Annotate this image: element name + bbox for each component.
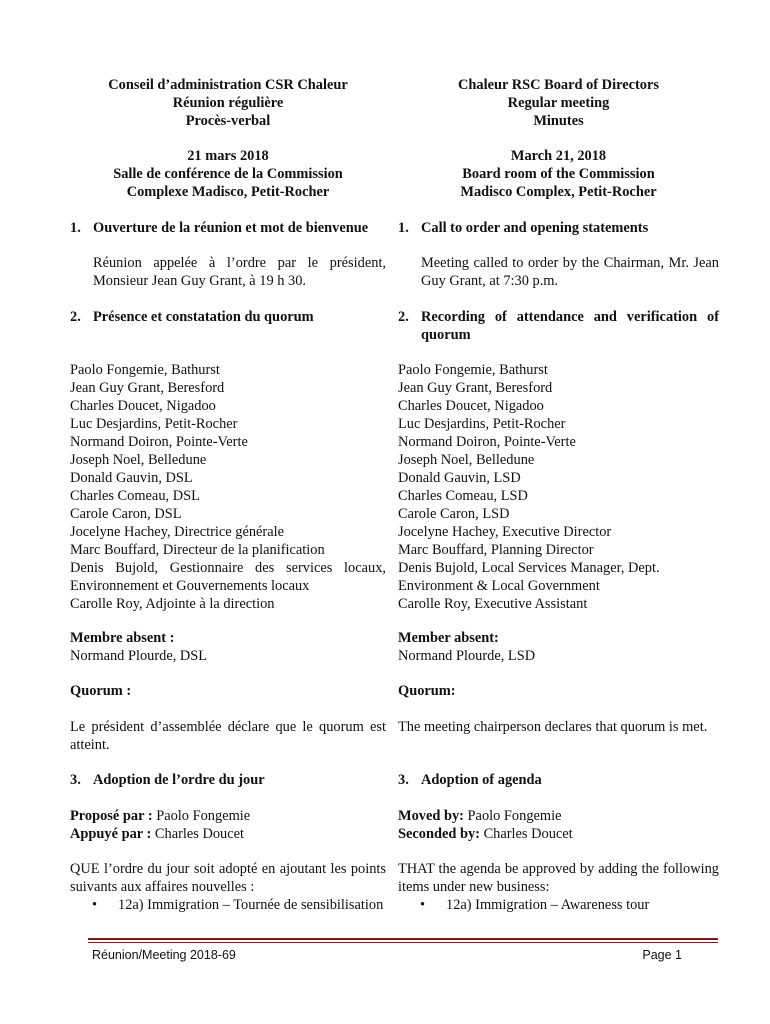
en-absent-label: Member absent: (398, 630, 499, 646)
list-item: Jean Guy Grant, Beresford (398, 380, 553, 396)
en-location: Madisco Complex, Petit-Rocher (460, 184, 657, 200)
en-section-3-number: 3. (398, 772, 409, 788)
en-section-1-title: Call to order and opening statements (421, 220, 649, 236)
en-document-type: Minutes (533, 113, 584, 129)
en-section-3-title: Adoption of agenda (421, 772, 542, 788)
bullet-icon: • (420, 897, 426, 913)
en-room: Board room of the Commission (462, 166, 655, 182)
fr-absent-block (70, 629, 386, 665)
list-item: Carolle Roy, Executive Assistant (398, 596, 588, 612)
en-section-1-heading (398, 219, 719, 237)
en-moved-line (398, 807, 719, 825)
fr-motion-block (70, 807, 386, 843)
list-item: Denis Bujold, Gestionnaire des services locaux, (70, 560, 386, 576)
list-item: Luc Desjardins, Petit-Rocher (70, 416, 238, 432)
fr-bullet-item (70, 896, 386, 914)
en-seconded-name: Charles Doucet (479, 826, 573, 842)
fr-quorum-text: Le président d’assemblée déclare que le quorum est atteint. (70, 719, 386, 753)
en-section-2-number: 2. (398, 309, 409, 325)
fr-room: Salle de conférence de la Commission (113, 166, 343, 182)
fr-date: 21 mars 2018 (187, 148, 269, 164)
fr-section-2-heading (70, 308, 386, 326)
list-item: Normand Doiron, Pointe-Verte (70, 434, 248, 450)
list-item: Jean Guy Grant, Beresford (70, 380, 225, 396)
fr-document-type: Procès-verbal (185, 113, 271, 129)
fr-bullet-text: 12a) Immigration – Tournée de sensibilisation (118, 897, 384, 913)
list-item: Marc Bouffard, Planning Director (398, 542, 594, 558)
fr-seconded-label: Appuyé par : (70, 826, 152, 842)
fr-moved-line (70, 807, 386, 825)
fr-location: Complexe Madisco, Petit-Rocher (126, 184, 330, 200)
list-item: Joseph Noel, Belledune (398, 452, 535, 468)
en-section-2-heading (398, 308, 719, 344)
en-date-block (398, 147, 719, 201)
fr-quorum-label: Quorum : (70, 683, 132, 699)
en-absent-name: Normand Plourde, LSD (398, 648, 536, 664)
list-item: Carolle Roy, Adjointe à la direction (70, 596, 275, 612)
fr-absent-label: Membre absent : (70, 630, 175, 646)
en-section-1-number: 1. (398, 220, 409, 236)
footer-divider-thin (88, 942, 718, 943)
list-item: Luc Desjardins, Petit-Rocher (398, 416, 566, 432)
en-meeting-type: Regular meeting (507, 95, 610, 111)
en-quorum-text: The meeting chairperson declares that quorum is met. (398, 719, 708, 735)
list-item: Jocelyne Hachey, Executive Director (398, 524, 612, 540)
list-item: Normand Doiron, Pointe-Verte (398, 434, 576, 450)
fr-attendee-list (70, 361, 386, 613)
en-attendee-list (398, 361, 719, 613)
list-item: Charles Doucet, Nigadoo (398, 398, 544, 414)
fr-section-2-title: Présence et constatation du quorum (93, 309, 314, 325)
fr-absent-name: Normand Plourde, DSL (70, 648, 208, 664)
list-item: Paolo Fongemie, Bathurst (398, 362, 548, 378)
fr-section-3-number: 3. (70, 772, 81, 788)
en-section-2-title: Recording of attendance and verification of quorum (421, 309, 719, 343)
list-item: Charles Comeau, LSD (398, 488, 528, 504)
en-board-name: Chaleur RSC Board of Directors (458, 77, 659, 93)
fr-board-name: Conseil d’administration CSR Chaleur (108, 77, 348, 93)
fr-meeting-type: Réunion régulière (172, 95, 284, 111)
list-item: Marc Bouffard, Directeur de la planification (70, 542, 325, 558)
list-item: Donald Gauvin, DSL (70, 470, 193, 486)
list-item: Denis Bujold, Local Services Manager, Dept. (398, 560, 660, 576)
bullet-icon: • (92, 897, 98, 913)
fr-seconded-name: Charles Doucet (151, 826, 245, 842)
list-item: Joseph Noel, Belledune (70, 452, 207, 468)
footer-divider (88, 938, 718, 940)
list-item: Jocelyne Hachey, Directrice générale (70, 524, 284, 540)
fr-resolution: QUE l’ordre du jour soit adopté en ajoutant les points suivants aux affaires nouvelles : (70, 861, 386, 895)
fr-moved-name: Paolo Fongemie (152, 808, 251, 824)
fr-date-block (70, 147, 386, 201)
en-moved-name: Paolo Fongemie (463, 808, 562, 824)
en-resolution: THAT the agenda be approved by adding the following items under new business: (398, 861, 719, 895)
en-section-3-heading (398, 771, 719, 789)
fr-section-1-number: 1. (70, 220, 81, 236)
footer-page-number: Page 1 (642, 948, 682, 962)
fr-section-3-title: Adoption de l’ordre du jour (93, 772, 265, 788)
en-seconded-label: Seconded by: (398, 826, 480, 842)
fr-section-2-number: 2. (70, 309, 81, 325)
list-item: Environnement et Gouvernements locaux (70, 578, 310, 594)
en-title-block (398, 76, 719, 130)
list-item: Donald Gauvin, LSD (398, 470, 521, 486)
list-item: Carole Caron, LSD (398, 506, 510, 522)
en-seconded-line (398, 825, 719, 843)
fr-moved-label: Proposé par : (70, 808, 153, 824)
list-item: Paolo Fongemie, Bathurst (70, 362, 220, 378)
fr-title-block (70, 76, 386, 130)
footer-meeting-ref: Réunion/Meeting 2018-69 (92, 948, 236, 962)
en-date: March 21, 2018 (510, 148, 607, 164)
list-item: Charles Comeau, DSL (70, 488, 200, 504)
en-bullet-item (398, 896, 719, 914)
list-item: Environment & Local Government (398, 578, 600, 594)
en-motion-block (398, 807, 719, 843)
en-section-1-body: Meeting called to order by the Chairman, Mr. Jean Guy Grant, at 7:30 p.m. (421, 255, 719, 289)
en-bullet-text: 12a) Immigration – Awareness tour (446, 897, 650, 913)
list-item: Charles Doucet, Nigadoo (70, 398, 216, 414)
list-item: Carole Caron, DSL (70, 506, 182, 522)
en-moved-label: Moved by: (398, 808, 464, 824)
fr-section-1-title: Ouverture de la réunion et mot de bienvenue (93, 220, 369, 236)
en-quorum-label: Quorum: (398, 683, 456, 699)
fr-section-3-heading (70, 771, 386, 789)
fr-section-1-heading (70, 219, 386, 237)
en-absent-block (398, 629, 719, 665)
fr-section-1-body: Réunion appelée à l’ordre par le président, Monsieur Jean Guy Grant, à 19 h 30. (93, 255, 386, 289)
fr-seconded-line (70, 825, 386, 843)
